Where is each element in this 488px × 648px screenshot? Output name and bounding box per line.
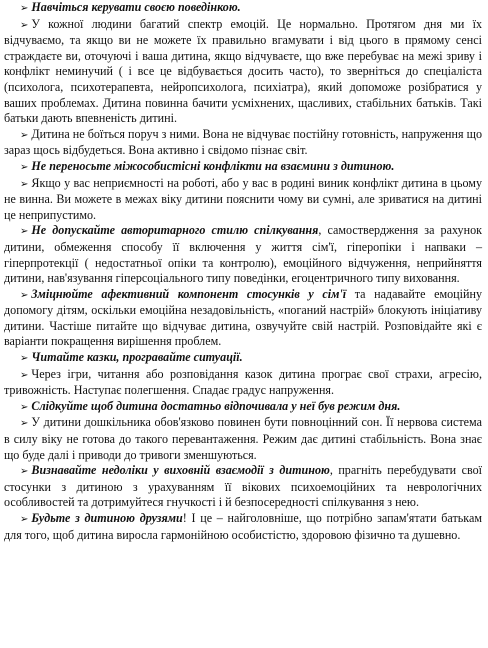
paragraph-emotions bbox=[4, 17, 482, 127]
paragraph-text: У кожної людини багатий спектр емоцій. Це нормально. Протягом дня ми їх відчуваємо, та якщо ви не можете їх правильно вгамувати і від цього в прямому сенсі страждаєте ви, оточуючі і ваша дитина, якщо відчуваєте, що вже перебуває на межі зриву і конфлікт неминучий ( і все це відбувається досить часто), то зверніться до спеціаліста (психолога, психотерапевта, нейропсихолога, психіатра), який допоможе розібратися у ваших проблемах. Дитина повинна бачити усміхнених, щасливих, стабільних батьків. Такі батьки дають впевненість дитині. bbox=[4, 16, 482, 126]
paragraph-authoritarian-style bbox=[4, 223, 482, 286]
paragraph-games-reading bbox=[4, 367, 482, 399]
paragraph-text: та надавайте емоційну допомогу дітям, оскільки емоційна незадовільність, «поганий настрій» блокують ініціативу дитини. Частіше питайте що відчуває дитина, озвучуйте свій настрій. Розповідайте які є варіанти покращення вирішення проблем. bbox=[4, 286, 482, 349]
arrow-bullet-icon: ➢ bbox=[20, 289, 29, 301]
arrow-bullet-icon: ➢ bbox=[20, 178, 29, 190]
paragraph-text: Через ігри, читання або розповідання казок дитина програє свої страхи, агресію, тривожність. Наступає полегшення. Спадає градус напруження. bbox=[4, 366, 482, 398]
lead-text: Будьте з дитиною друзями bbox=[31, 511, 183, 525]
paragraph-text: У дитини дошкільника обов'язково повинен бути повноцінний сон. Її нервова система в силу віку не готова до такого перевантаження. Режим дає дитині стабільність. Вона знає що буде далі і приводи до тривоги зменшуються. bbox=[4, 415, 482, 462]
lead-text: Зміцнюйте афективний компонент стосунків у сім'ї bbox=[31, 286, 347, 301]
lead-text: Не допускайте авторитарного стилю спілкування bbox=[31, 223, 319, 238]
arrow-bullet-icon: ➢ bbox=[20, 353, 29, 365]
lead-text: Визнавайте недоліки у виховній взаємодії з дитиною bbox=[31, 463, 330, 478]
arrow-bullet-icon: ➢ bbox=[20, 466, 29, 478]
paragraph-affective-component bbox=[4, 287, 482, 350]
heading-text: Навчіться керувати своєю поведінкою. bbox=[31, 0, 241, 14]
arrow-bullet-icon: ➢ bbox=[20, 129, 29, 141]
paragraph-troubles-at-work bbox=[4, 176, 482, 224]
arrow-bullet-icon: ➢ bbox=[20, 19, 29, 31]
arrow-bullet-icon: ➢ bbox=[20, 401, 29, 413]
paragraph-text: ! І це – найголовніше, що потрібно запам'ятати батькам для того, щоб дитина виросла гармонійною особистістю, здоровою фізично та душевно. bbox=[4, 511, 482, 542]
paragraph-admit-shortcomings bbox=[4, 463, 482, 511]
heading-read-fairy-tales bbox=[4, 350, 482, 367]
arrow-bullet-icon: ➢ bbox=[20, 161, 29, 173]
arrow-bullet-icon: ➢ bbox=[20, 226, 29, 238]
arrow-bullet-icon: ➢ bbox=[20, 514, 29, 525]
paragraph-text: , самоствердження за рахунок дитини, обмеження способу її включення у життя сім'ї, гіперопіки і напваки – гіперпротекції ( недостатньої опіки та контролю), емоційного відчуження, неприйняття дитини, нав'язування гіперсоціального типу поведінки, егоцентричного типу виховання. bbox=[4, 223, 482, 286]
heading-manage-behavior bbox=[4, 0, 482, 17]
heading-no-conflicts bbox=[4, 159, 482, 176]
paragraph-text: Якщо у вас неприємності на роботі, або у вас в родині виник конфлікт дитина в цьому не винна. Ви можете в межах віку дитини пояснити чому ви сумні, але зриватися на дитині це неприпустимо. bbox=[4, 175, 482, 222]
arrow-bullet-icon: ➢ bbox=[20, 369, 29, 381]
heading-text: Читайте казки, програвайте ситуації. bbox=[31, 350, 243, 365]
heading-text: Слідкуйте щоб дитина достатньо відпочивала у неї був режим дня. bbox=[31, 398, 401, 413]
heading-text: Не переносьте міжособистісні конфлікти на взаємини з дитиною. bbox=[31, 158, 395, 173]
paragraph-text: Дитина не боїться поруч з ними. Вона не відчуває постійну готовність, напруження що зараз щось відбудеться. Вона активно і свідомо пізнає світ. bbox=[4, 126, 482, 158]
arrow-bullet-icon: ➢ bbox=[20, 3, 29, 14]
paragraph-be-friends bbox=[4, 511, 482, 543]
paragraph-text: , прагніть перебудувати свої стосунки з дитиною з урахуванням її вікових психоемоційних та неврологічних особливостей та дотримуйтеся гнучкості і й безпосередності спілкування з нею. bbox=[4, 463, 482, 510]
paragraph-child-not-afraid bbox=[4, 127, 482, 159]
heading-rest-and-routine bbox=[4, 399, 482, 416]
paragraph-sleep bbox=[4, 415, 482, 463]
arrow-bullet-icon: ➢ bbox=[20, 418, 29, 430]
